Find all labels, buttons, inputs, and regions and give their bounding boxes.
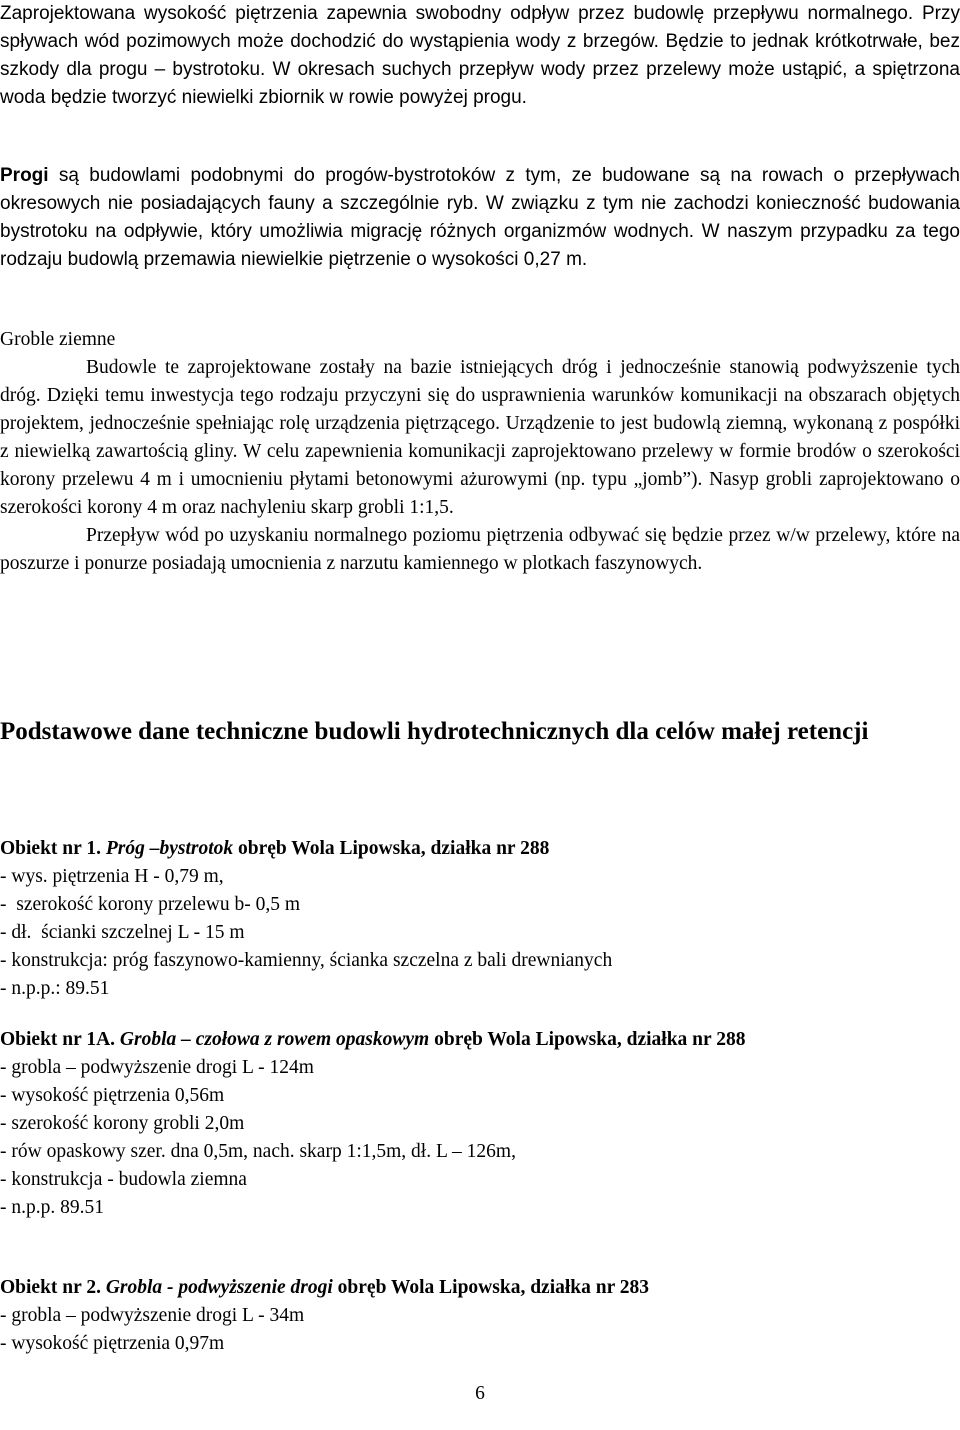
object-1a-item: - wysokość piętrzenia 0,56m (0, 1085, 225, 1106)
intro-paragraph (0, 0, 960, 112)
page-number: 6 (475, 1383, 485, 1404)
object-1a-location: obręb Wola Lipowska, działka nr 288 (434, 1029, 746, 1050)
section-heading: Podstawowe dane techniczne budowli hydrotechnicznych dla celów małej retencji (0, 718, 869, 745)
groble-heading: Groble ziemne (0, 329, 116, 350)
object-2-label: Obiekt nr 2. (0, 1277, 101, 1298)
object-1a-item: - rów opaskowy szer. dna 0,5m, nach. skarp 1:1,5m, dł. L – 126m, (0, 1141, 516, 1162)
object-1-item: - n.p.p.: 89.51 (0, 978, 110, 999)
object-1a-item: - grobla – podwyższenie drogi L - 124m (0, 1057, 314, 1078)
object-1-type: Próg –bystrotok (105, 838, 234, 859)
groble-text-1: Budowle te zaprojektowane zostały na bazie istniejących dróg i jednocześnie stanowią podwyższenie tych dróg. Dzięki temu inwestycja tego rodzaju przyczyni się do usprawnienia warunków komunikacji na obszarach objętych projektem, jednocześnie spełniając rolę urządzenia piętrzącego. Urządzenie to jest budowlą ziemną, wykonaną z pospółki z niewielką zawartością gliny. W celu zapewnienia komunikacji zaprojektowano przelewy w formie brodów o szerokości korony przelewu 4 m i umocnieniu płytami betonowymi ażurowymi (np. typu „jomb”). Nasyp grobli zaprojektowano o szerokości korony 4 m oraz nachyleniu skarp grobli 1:1,5. (0, 357, 960, 518)
object-1a-label: Obiekt nr 1A. (0, 1029, 116, 1050)
object-2-item: - grobla – podwyższenie drogi L - 34m (0, 1305, 305, 1326)
object-1-item: - dł. ścianki szczelnej L - 15 m (0, 922, 245, 943)
progi-text: są budowlami podobnymi do progów-bystrotoków z tym, ze budowane są na rowach o przepływach okresowych nie posiadających fauny a szczególnie ryb. W związku z tym nie zachodzi konieczność budowania bystrotoku na odpływie, który umożliwia migrację różnych organizmów wodnych. W naszym przypadku za tego rodzaju budowlą przemawia niewielkie piętrzenie o wysokości 0,27 m. (0, 165, 960, 270)
object-2 (0, 1274, 960, 1358)
groble-section (0, 326, 960, 578)
progi-paragraph (0, 162, 960, 274)
object-1 (0, 835, 960, 1003)
object-2-item: - wysokość piętrzenia 0,97m (0, 1333, 225, 1354)
object-1-item: - konstrukcja: próg faszynowo-kamienny, ścianka szczelna z bali drewnianych (0, 950, 613, 971)
object-2-type: Grobla - podwyższenie drogi (105, 1277, 333, 1298)
progi-lead: Progi (0, 165, 49, 186)
object-1-location: obręb Wola Lipowska, działka nr 288 (238, 838, 550, 859)
object-1a (0, 1026, 960, 1222)
object-1a-item: - szerokość korony grobli 2,0m (0, 1113, 245, 1134)
object-1-label: Obiekt nr 1. (0, 838, 101, 859)
object-2-location: obręb Wola Lipowska, działka nr 283 (337, 1277, 650, 1298)
object-1a-type: Grobla – czołowa z rowem opaskowym (119, 1029, 430, 1050)
object-1a-item: - konstrukcja - budowla ziemna (0, 1169, 247, 1190)
object-1-item: - szerokość korony przelewu b- 0,5 m (0, 894, 300, 915)
groble-text-2: Przepływ wód po uzyskaniu normalnego poziomu piętrzenia odbywać się będzie przez w/w przelewy, które na poszurze i ponurze posiadają umocnienia z narzutu kamiennego w plotkach faszynowych. (0, 525, 960, 574)
intro-paragraph-text: Zaprojektowana wysokość piętrzenia zapewnia swobodny odpływ przez budowlę przepływu normalnego. Przy spływach wód pozimowych może dochodzić do wystąpienia wody z brzegów. Będzie to jednak krótkotrwałe, bez szkody dla progu – bystrotoku. W okresach suchych przepływ wody przez przelewy może ustąpić, a spiętrzona woda będzie tworzyć niewielki zbiornik w rowie powyżej progu. (0, 3, 960, 108)
object-1-item: - wys. piętrzenia H - 0,79 m, (0, 866, 224, 887)
object-1a-item: - n.p.p. 89.51 (0, 1197, 104, 1218)
